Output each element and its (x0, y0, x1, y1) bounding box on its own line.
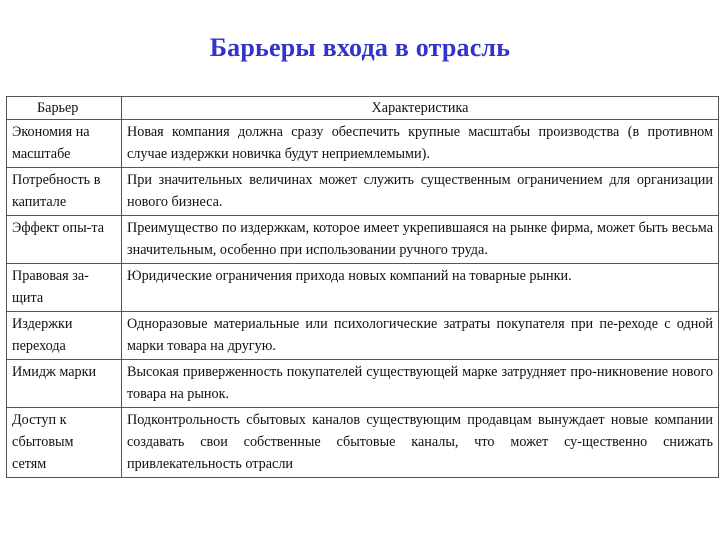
column-header-barrier: Барьер (7, 97, 122, 120)
slide-title: Барьеры входа в отрасль (209, 33, 511, 62)
barrier-name: Потребность в капитале (7, 168, 122, 216)
table-row (7, 312, 719, 360)
barrier-description: Одноразовые материальные или психологические затраты покупателя при пе-реходе с одной марки товара на другую. (122, 312, 719, 360)
barrier-name: Доступ к сбытовым сетям (7, 408, 122, 478)
table-row (7, 408, 719, 478)
barrier-description: Преимущество по издержкам, которое имеет укрепившаяся на рынке фирма, может быть весьма значительным, особенно при использовании ручного труда. (122, 216, 719, 264)
barrier-name: Имидж марки (7, 360, 122, 408)
barrier-description: Высокая приверженность покупателей существующей марке затрудняет про-никновение нового товара на рынок. (122, 360, 719, 408)
barrier-description: Юридические ограничения прихода новых компаний на товарные рынки. (122, 264, 719, 312)
table-header-row (7, 97, 719, 120)
table-row (7, 168, 719, 216)
barriers-table (6, 96, 719, 478)
column-header-characteristic: Характеристика (122, 97, 719, 120)
barrier-name: Издержки перехода (7, 312, 122, 360)
table-row (7, 216, 719, 264)
barrier-description: При значительных величинах может служить существенным ограничением для организации нового бизнеса. (122, 168, 719, 216)
table-row (7, 264, 719, 312)
barrier-description: Новая компания должна сразу обеспечить крупные масштабы производства (в противном случае издержки новичка будут неприемлемыми). (122, 120, 719, 168)
table-row (7, 120, 719, 168)
barrier-name: Правовая за-щита (7, 264, 122, 312)
table-row (7, 360, 719, 408)
barrier-description: Подконтрольность сбытовых каналов существующим продавцам вынуждает новые компании создавать свои собственные сбытовые каналы, что может су-щественно снижать привлекательность отрасли (122, 408, 719, 478)
barrier-name: Эффект опы-та (7, 216, 122, 264)
barrier-name: Экономия на масштабе (7, 120, 122, 168)
